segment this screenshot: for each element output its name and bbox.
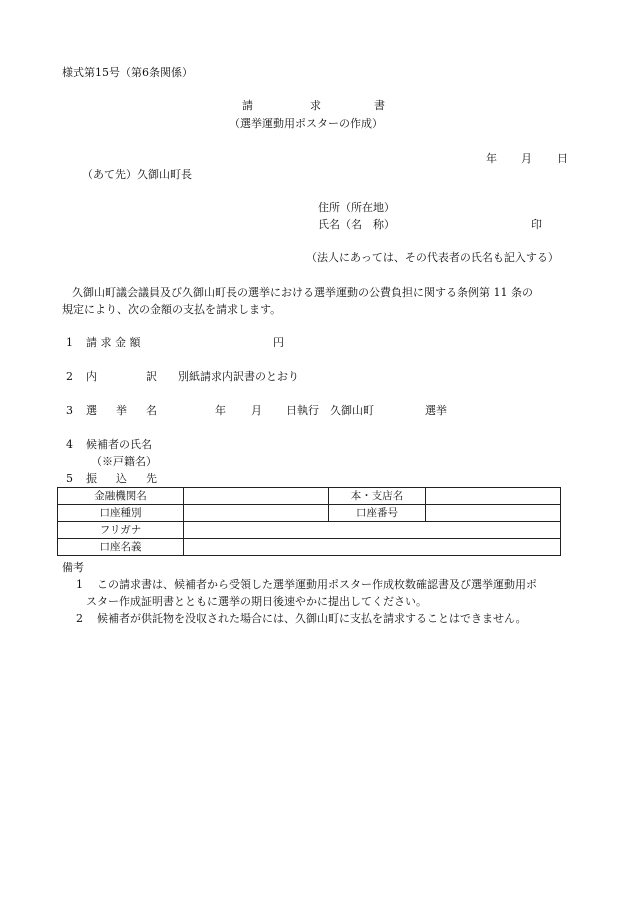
note-text: この請求書は、候補者から受領した選挙運動用ポスター作成枚数確認書及び選挙運動用ポ <box>97 578 537 591</box>
item-label: 先 <box>146 472 157 485</box>
item-label: 込 <box>116 472 127 485</box>
town-name: 久御山町 <box>330 404 374 417</box>
account-type-label: 口座種別 <box>58 505 184 522</box>
item-label: 候補者の氏名 <box>86 438 152 451</box>
item-sublabel: （※戸籍名） <box>91 455 157 468</box>
election-month: 月 <box>251 404 262 417</box>
name-label: 氏名（名 称） <box>318 218 395 231</box>
institution-label: 金融機関名 <box>58 488 184 505</box>
account-holder-field[interactable] <box>184 539 561 556</box>
form-number: 様式第15号（第6条関係） <box>62 66 193 79</box>
date-year: 年 <box>486 152 497 165</box>
item-label: 選 <box>86 404 97 417</box>
item-label: 挙 <box>116 404 127 417</box>
table-row <box>58 539 561 556</box>
account-holder-label: 口座名義 <box>58 539 184 556</box>
title-char-2: 求 <box>310 99 321 112</box>
election-suffix: 選挙 <box>425 404 447 417</box>
address-label: 住所（所在地） <box>318 201 395 214</box>
item-number: 2 <box>66 370 73 383</box>
title-char-1: 請 <box>242 99 253 112</box>
item-label: 訳 <box>146 370 157 383</box>
item-number: 4 <box>66 438 73 451</box>
branch-field[interactable] <box>426 488 561 505</box>
account-type-field[interactable] <box>184 505 329 522</box>
branch-label: 本・支店名 <box>329 488 426 505</box>
election-day: 日執行 <box>286 404 319 417</box>
title-subtitle: （選挙運動用ポスターの作成） <box>229 117 383 130</box>
table-row <box>58 488 561 505</box>
table-row <box>58 522 561 539</box>
item-number: 3 <box>66 404 73 417</box>
item-label: 内 <box>86 370 97 383</box>
item-label: 振 <box>86 472 97 485</box>
title-char-3: 書 <box>374 99 385 112</box>
notes-heading: 備考 <box>62 561 84 574</box>
body-text-line1: 久御山町議会議員及び久御山町長の選挙における選挙運動の公費負担に関する条例第 11 条の <box>72 286 533 299</box>
account-number-label: 口座番号 <box>329 505 426 522</box>
date-month: 月 <box>521 152 532 165</box>
corporation-note: （法人にあっては、その代表者の氏名も記入する） <box>306 251 559 264</box>
item-value: 別紙請求内訳書のとおり <box>178 370 299 383</box>
election-year: 年 <box>215 404 226 417</box>
table-row <box>58 505 561 522</box>
furigana-label: フリガナ <box>58 522 184 539</box>
furigana-field[interactable] <box>184 522 561 539</box>
addressee: （あて先）久御山町長 <box>82 168 192 181</box>
currency-unit: 円 <box>273 336 284 349</box>
note-number: 1 <box>76 578 83 591</box>
bank-account-table <box>57 487 561 556</box>
date-day: 日 <box>557 152 568 165</box>
note-number: 2 <box>76 612 83 625</box>
note-text: 候補者が供託物を没収された場合には、久御山町に支払を請求することはできません。 <box>97 612 527 625</box>
item-label: 請 求 金 額 <box>86 336 141 349</box>
body-text-line2: 規定により、次の金額の支払を請求します。 <box>62 303 282 316</box>
account-number-field[interactable] <box>426 505 561 522</box>
item-number: 5 <box>66 472 73 485</box>
institution-field[interactable] <box>184 488 329 505</box>
item-label: 名 <box>146 404 157 417</box>
note-text: スター作成証明書とともに選挙の期日後速やかに提出してください。 <box>86 595 427 608</box>
item-number: 1 <box>66 336 73 349</box>
seal-mark: 印 <box>531 218 542 231</box>
